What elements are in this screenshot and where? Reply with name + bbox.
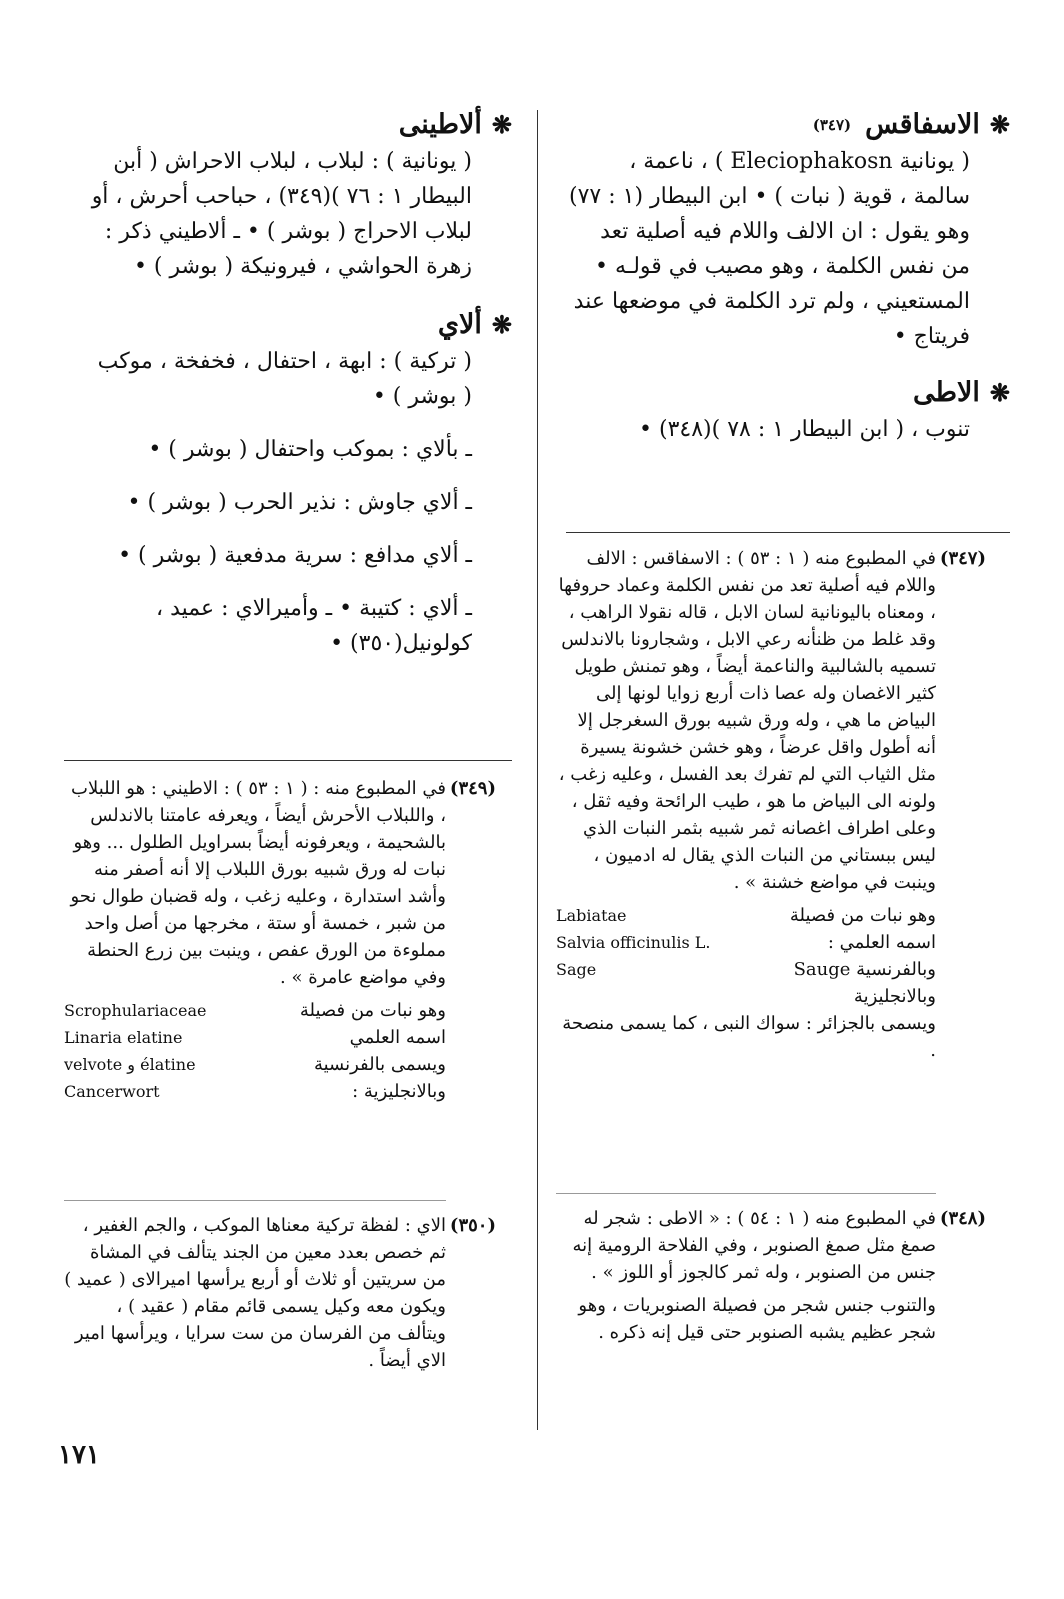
entry-line: وهو يقول : ان الالف واللام فيه أصلية تعد xyxy=(600,219,970,244)
entry-line: سالمة ، قوية ( نبات ) • ابن البيطار (١ : ٧٧) xyxy=(568,184,970,209)
footnote-rule xyxy=(556,1193,936,1194)
footnote-348 xyxy=(556,1205,986,1352)
headword: ألاطينى xyxy=(398,109,482,140)
footnote-number: (٣٥٠) xyxy=(449,1215,496,1236)
entry-heading xyxy=(556,108,1010,142)
footnote-text: والتنوب جنس شجر من فصيلة الصنوبريات ، وهو شجر عظيم يشبه الصنوبر حتى قيل إنه ذكره . xyxy=(578,1295,936,1343)
entry-line: ـ ألاي جاوش : نذير الحرب ( بوشر ) • xyxy=(127,490,472,515)
gloss-arabic: اسمه العلمي xyxy=(349,1027,446,1048)
entry-line: ـ ألاي : كتيبة • ـ وأميرالاي : عميد ، xyxy=(155,596,472,621)
entry-heading xyxy=(556,376,1010,410)
entry-line: تنوب ، ( ابن البيطار ١ : ٧٨ )(٣٤٨) • xyxy=(639,417,970,442)
entry-line: لبلاب الاحراج ( بوشر ) • ـ ألاطيني ذكر : xyxy=(104,219,472,244)
gloss-arabic: وهو نبات من فصيلة xyxy=(299,1000,446,1021)
headword: الاطى xyxy=(912,377,980,408)
asterisk-icon: ❋ xyxy=(491,110,512,139)
gloss-latin: Scrophulariaceae xyxy=(64,1001,207,1020)
footnote-number: (٣٤٧) xyxy=(939,548,986,569)
entry-heading xyxy=(64,108,512,142)
gloss-arabic: وبالانجليزية : xyxy=(352,1081,446,1102)
entry-line: ( بوشر ) • xyxy=(372,384,472,409)
entry-line: من نفس الكلمة ، وهو مصيب في قولـه • xyxy=(595,254,970,279)
page-number: ١٧١ xyxy=(58,1440,100,1470)
gloss-latin: Salvia officinulis L. xyxy=(556,933,711,952)
entry-line: زهرة الحواشي ، فيرونيكة ( بوشر ) • xyxy=(133,254,472,279)
asterisk-icon: ❋ xyxy=(491,310,512,339)
entry-line: ـ بألاي : بموكب واحتفال ( بوشر ) • xyxy=(148,437,472,462)
footnote-text: ويسمى بالجزائر : سواك النبى ، كما يسمى منصحة . xyxy=(562,1013,936,1061)
footnote-rule xyxy=(566,532,1010,533)
entry-line: ( يونانية Eleciophakosn ) ، ناعمة ، xyxy=(629,149,970,174)
entry-alati xyxy=(556,376,1010,447)
entry-alatini xyxy=(64,108,512,284)
footnote-text: في المطبوع منه ( ١ : ٥٤ ) : « الاطى : شجر له صمغ مثل صمغ الصنوبر ، وفي الفلاحة الرومية إنه جنس من الصنوبر ، وله ثمر كالجوز أو اللوز » . xyxy=(572,1208,936,1283)
footnote-text: في المطبوع منه : ( ١ : ٥٣ ) : الاطيني : هو اللبلاب ، واللبلاب الأحرش أيضاً ، ويعرفه عامتنا بالاندلس بالشحيمة ، ويعرفونه أيضاً بسراويل الطلول ... وهو نبات له ورق شبيه بورق اللبلاب إلا أنه أصفر منه وأشد استدارة ، وعليه زغب ، وله قضبان طوال نحو من شبر ، خمسة أو ستة ، مخرجها من أصل واحد مملوءة من الورق عفص ، وينبت بين زرع الحنطة وفي مواضع عامرة » . xyxy=(70,778,446,988)
headword: الاسفاقس xyxy=(865,109,980,140)
headword: ألاي xyxy=(437,309,482,340)
footnote-347 xyxy=(556,545,986,1070)
footnote-349 xyxy=(64,775,496,1105)
taxonomy-gloss xyxy=(64,997,446,1105)
asterisk-icon: ❋ xyxy=(989,110,1010,139)
entry-line: ( يونانية ) : لبلاب ، لبلاب الاحراش ( أبن xyxy=(113,149,472,174)
taxonomy-gloss xyxy=(556,902,936,1010)
gloss-arabic: وهو نبات من فصيلة xyxy=(789,905,936,926)
footnote-number: (٣٤٩) xyxy=(449,778,496,799)
footnote-rule xyxy=(64,1200,446,1201)
entry-line: ( تركية ) : ابهة ، احتفال ، فخفخة ، موكب xyxy=(97,349,472,374)
gloss-arabic: ويسمى بالفرنسية xyxy=(313,1054,446,1075)
entry-alisfaqis xyxy=(556,108,1010,354)
right-column xyxy=(556,108,1010,447)
gloss-latin: Cancerwort xyxy=(64,1082,160,1101)
entry-line: ـ ألاي مدافع : سرية مدفعية ( بوشر ) • xyxy=(118,543,472,568)
left-column xyxy=(64,108,512,661)
entry-line: البيطار ١ : ٧٦ )(٣٤٩) ، حباحب أحرش ، أو xyxy=(91,184,472,209)
footnote-350 xyxy=(64,1212,496,1380)
gloss-arabic: وبالفرنسية Sauge وبالانجليزية xyxy=(793,959,936,1007)
entry-heading xyxy=(64,308,512,342)
gloss-arabic: اسمه العلمي : xyxy=(827,932,936,953)
gloss-latin: Labiatae xyxy=(556,906,627,925)
entry-alay xyxy=(64,308,512,661)
entry-body xyxy=(64,144,472,284)
column-divider xyxy=(537,110,538,1430)
footnote-ref: (٣٤٧) xyxy=(812,116,852,134)
entry-body xyxy=(556,144,970,354)
gloss-latin: velvote و élatine xyxy=(64,1055,196,1074)
asterisk-icon: ❋ xyxy=(989,378,1010,407)
entry-line: فريتاج • xyxy=(893,324,970,349)
footnote-text: في المطبوع منه ( ١ : ٥٣ ) : الاسفاقس : الالف واللام فيه أصلية تعد من نفس الكلمة وعماد حروفها ، ومعناه باليونانية لسان الابل ، قاله نقولا الراهب ، وقد غلط من ظنأنه رعي الابل ، وشجارونا بالاندلس تسميه بالشالبية والناعمة أيضاً ، وهو تمنش طويل كثير الاغصان وله عصا ذات أربع زوايا لونها إلى البياض ما هي ، وله ورق شبيه بورق السغرجل إلا أنه أطول واقل عرضاً ، وهو خشن خشونة يسيرة مثل الثياب التي لم تفرك بعد الفسل ، وعليه زغب ، ولونه الى البياض ما هو ، طيب الرائحة وفيه ثقل ، وعلى اطراف اغصانه ثمر شبيه بثمر النبات الذي ليس ببستاني من النبات الذي يقال له ادميون ، وينبت في مواضع خشنة » . xyxy=(558,548,936,893)
entry-body xyxy=(64,344,472,661)
entry-line: المستعيني ، ولم ترد الكلمة في موضعها عند xyxy=(573,289,970,314)
footnote-number: (٣٤٨) xyxy=(939,1208,986,1229)
gloss-latin: Linaria elatine xyxy=(64,1028,183,1047)
footnote-text: الاي : لفظة تركية معناها الموكب ، والجم الغفير ، ثم خصص بعدد معين من الجند يتألف في المشاة من سريتين أو ثلاث أو أربع يرأسها اميرالاى ( عميد ) ويكون معه وكيل يسمى قائم مقام ( عقيد ) ، ويتألف من الفرسان من ست سرايا ، ويرأسها امير الاي أيضاً . xyxy=(64,1215,446,1371)
footnote-rule xyxy=(64,760,512,761)
entry-line: كولونيل(٣٥٠) • xyxy=(330,631,472,656)
gloss-latin: Sage xyxy=(556,960,597,979)
entry-body xyxy=(556,412,970,447)
